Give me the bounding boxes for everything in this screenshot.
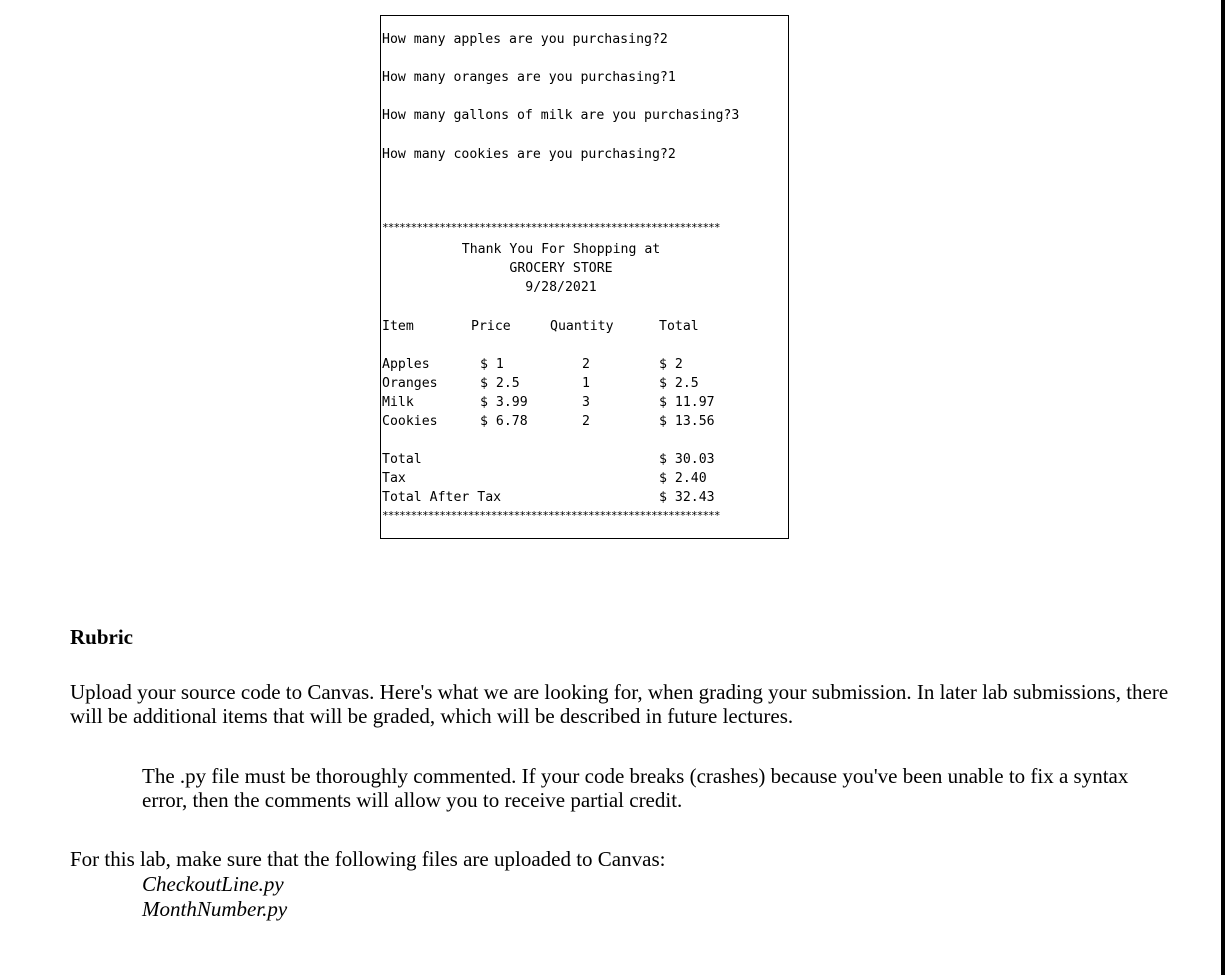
row-item: Milk (382, 395, 414, 410)
row-quantity: 1 (582, 376, 590, 391)
receipt-row (381, 393, 789, 412)
row-quantity: 2 (582, 414, 590, 429)
receipt-row (381, 374, 789, 393)
row-total: $ 2.5 (659, 376, 699, 391)
summary-label: Tax (382, 471, 406, 486)
summary-row (381, 469, 789, 488)
receipt-top-border: *********************************************************** (382, 222, 720, 231)
row-price: $ 1 (480, 357, 504, 372)
row-total: $ 2 (659, 357, 683, 372)
prompt-cookies: How many cookies are you purchasing?2 (382, 147, 676, 162)
row-total: $ 11.97 (659, 395, 715, 410)
column-header-price: Price (471, 319, 511, 334)
required-file-checkoutline: CheckoutLine.py (142, 872, 284, 896)
column-header-item: Item (382, 319, 414, 334)
prompt-milk: How many gallons of milk are you purchasing?3 (382, 108, 740, 123)
summary-value: $ 32.43 (659, 490, 715, 505)
receipt-row (381, 355, 789, 374)
summary-label: Total (382, 452, 422, 467)
rubric-comment-requirement: The .py file must be thoroughly commented. If your code breaks (crashes) because you've been unable to fix a syntax error, then the comments will allow you to receive partial credit. (142, 764, 1129, 812)
receipt-date: 9/28/2021 (525, 280, 597, 295)
row-price: $ 6.78 (480, 414, 528, 429)
rubric-heading: Rubric (70, 625, 133, 649)
column-header-quantity: Quantity (550, 319, 614, 334)
row-quantity: 2 (582, 357, 590, 372)
console-output-screenshot (380, 15, 789, 539)
row-quantity: 3 (582, 395, 590, 410)
page-right-edge (1221, 0, 1225, 975)
row-price: $ 3.99 (480, 395, 528, 410)
prompt-oranges: How many oranges are you purchasing?1 (382, 70, 676, 85)
summary-row (381, 488, 789, 507)
summary-value: $ 2.40 (659, 471, 707, 486)
rubric-files-intro: For this lab, make sure that the following files are uploaded to Canvas: (70, 847, 666, 871)
receipt-row (381, 412, 789, 431)
receipt-thank-you: Thank You For Shopping at (461, 242, 661, 257)
receipt-store-name: GROCERY STORE (509, 261, 613, 276)
row-item: Oranges (382, 376, 438, 391)
required-file-monthnumber: MonthNumber.py (142, 897, 288, 921)
rubric-intro-paragraph: Upload your source code to Canvas. Here's what we are looking for, when grading your submission. In later lab submissions, there will be additional items that will be graded, which will be described in future lectures. (70, 680, 1169, 728)
prompt-apples: How many apples are you purchasing?2 (382, 32, 668, 47)
row-item: Cookies (382, 414, 438, 429)
receipt-column-headers (381, 317, 789, 336)
receipt-bottom-border: *********************************************************** (382, 510, 720, 519)
summary-label: Total After Tax (382, 490, 502, 505)
summary-row (381, 450, 789, 469)
summary-value: $ 30.03 (659, 452, 715, 467)
row-price: $ 2.5 (480, 376, 520, 391)
column-header-total: Total (659, 319, 699, 334)
row-item: Apples (382, 357, 430, 372)
row-total: $ 13.56 (659, 414, 715, 429)
